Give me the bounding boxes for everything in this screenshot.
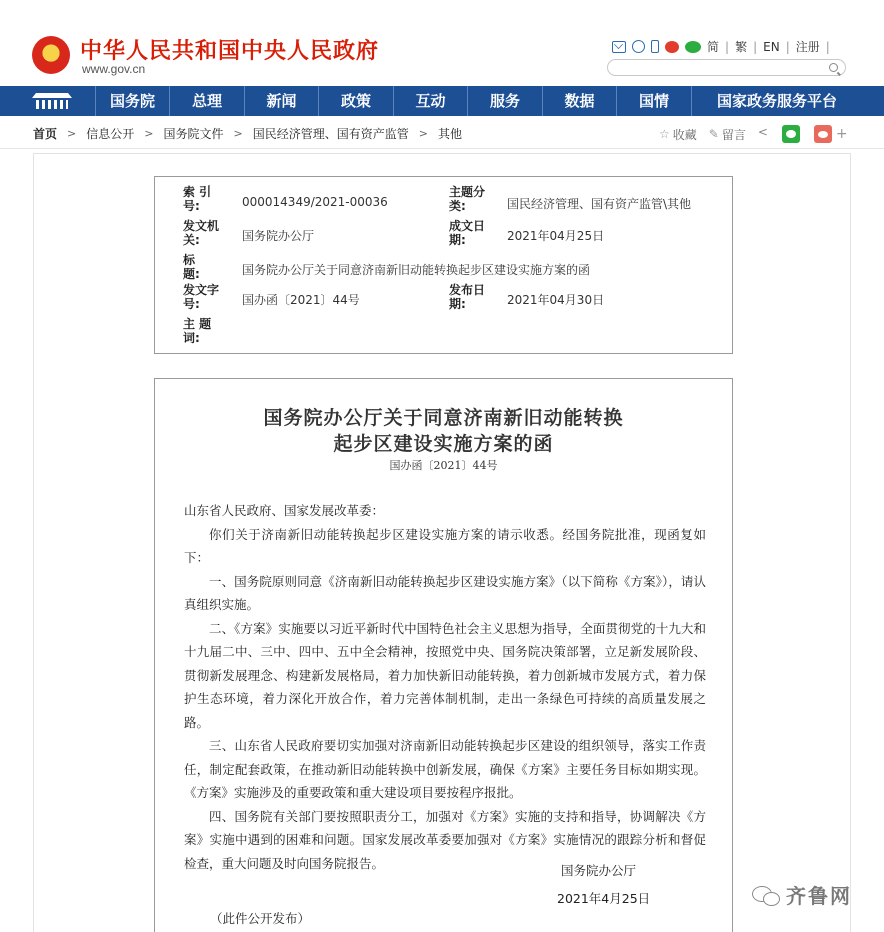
index-value: 000014349/2021-00036 <box>242 195 388 209</box>
document-title-line-2: 起步区建设实施方案的函 <box>333 433 554 455</box>
nav-item-data[interactable]: 数据 <box>543 86 617 116</box>
title-label: 标 题: <box>183 253 220 281</box>
site-url[interactable]: www.gov.cn <box>82 62 146 76</box>
breadcrumb-state-council-documents[interactable]: 国务院文件 <box>163 127 224 141</box>
weibo-icon[interactable] <box>665 41 679 53</box>
keywords-label: 主 题 词: <box>183 317 212 345</box>
published-date-label: 发布日期: <box>449 283 486 311</box>
separator: | <box>725 39 730 54</box>
breadcrumb-other[interactable]: 其他 <box>437 127 462 141</box>
separator: | <box>785 39 790 54</box>
nav-item-interaction[interactable]: 互动 <box>394 86 468 116</box>
search-input[interactable] <box>607 59 846 76</box>
share-icon[interactable] <box>758 128 770 140</box>
favorite-button[interactable]: 收藏 <box>672 127 697 142</box>
sign-date: 2021年4月25日 <box>557 891 651 906</box>
top-tools <box>612 38 830 55</box>
tiananmen-logo-icon[interactable] <box>0 86 96 116</box>
nav-item-news[interactable]: 新闻 <box>245 86 319 116</box>
breadcrumb-separator: > <box>233 127 243 140</box>
document-text <box>184 499 706 875</box>
issuer-label: 发文机关: <box>183 219 220 247</box>
weibo-share-icon[interactable] <box>814 125 832 143</box>
separator: | <box>753 39 758 54</box>
search-icon[interactable] <box>829 63 838 72</box>
wechat-watermark-icon <box>752 884 782 906</box>
lang-simplified-link[interactable]: 简 <box>707 40 720 54</box>
main-nav <box>0 86 884 116</box>
watermark-text: 齐鲁网 <box>786 884 852 908</box>
breadcrumb <box>33 125 462 142</box>
document-meta-table <box>154 176 733 354</box>
category-label: 主题分类: <box>449 185 486 213</box>
separator: | <box>825 39 830 54</box>
site-title[interactable]: 中华人民共和国中央人民政府 <box>80 39 380 64</box>
nav-item-state-council[interactable]: 国务院 <box>96 86 170 116</box>
message-icon[interactable] <box>632 40 645 53</box>
wechat-icon[interactable] <box>685 41 701 53</box>
mobile-icon[interactable] <box>651 40 659 53</box>
issuer-value: 国务院办公厅 <box>242 229 315 243</box>
title-value: 国务院办公厅关于同意济南新旧动能转换起步区建设实施方案的函 <box>242 263 591 277</box>
paragraph: 一、国务院原则同意《济南新旧动能转换起步区建设实施方案》（以下简称《方案》），请认真组织实施。 <box>184 573 706 612</box>
signer: 国务院办公厅 <box>561 863 637 878</box>
site-header <box>0 0 884 86</box>
nav-item-national-info[interactable]: 国情 <box>617 86 692 116</box>
category-value: 国民经济管理、国有资产监管\其他 <box>507 197 692 211</box>
watermark <box>752 880 852 909</box>
addressee: 山东省人民政府、国家发展改革委： <box>184 503 385 518</box>
breadcrumb-home[interactable]: 首页 <box>33 127 58 141</box>
breadcrumb-separator: > <box>418 127 428 140</box>
paragraph: 二、《方案》实施要以习近平新时代中国特色社会主义思想为指导，全面贯彻党的十九大和十九届二中、三中、四中、五中全会精神，按照党中央、国务院决策部署，立足新发展阶段、贯彻新发展理念、构建新发展格局，着力加快新旧动能转换，着力创新城市发展方式，着力保护生态环境，着力深化开放合作，着力完善体制机制，走出一条绿色可持续的高质量发展之路。 <box>184 620 706 730</box>
nav-item-premier[interactable]: 总理 <box>170 86 245 116</box>
breadcrumb-info-disclosure[interactable]: 信息公开 <box>86 127 135 141</box>
document-title-line-1: 国务院办公厅关于同意济南新旧动能转换 <box>263 407 624 429</box>
created-date-value: 2021年04月25日 <box>507 229 605 243</box>
breadcrumb-separator: > <box>144 127 154 140</box>
nav-item-gov-service-platform[interactable]: 国家政务服务平台 <box>716 92 837 110</box>
pencil-icon[interactable]: ✎ <box>708 127 719 141</box>
lang-english-link[interactable]: EN <box>763 39 780 54</box>
published-date-value: 2021年04月30日 <box>507 293 605 307</box>
comment-button[interactable]: 留言 <box>721 127 746 142</box>
nav-item-policy[interactable]: 政策 <box>319 86 394 116</box>
paragraph: 你们关于济南新旧动能转换起步区建设实施方案的请示收悉。经国务院批准，现函复如下： <box>184 526 706 565</box>
star-icon[interactable]: ☆ <box>659 127 670 141</box>
nav-item-service[interactable]: 服务 <box>468 86 543 116</box>
lang-traditional-link[interactable]: 繁 <box>735 40 748 54</box>
paragraph: 四、国务院有关部门要按照职责分工，加强对《方案》实施的支持和指导，协调解决《方案》实施中遇到的困难和问题。国家发展改革委要加强对《方案》实施情况的跟踪分析和督促检查，重大问题及时向国务院报告。 <box>184 808 706 871</box>
register-link[interactable]: 注册 <box>795 40 820 54</box>
index-label: 索 引 号: <box>183 185 212 213</box>
wechat-share-icon[interactable] <box>782 125 800 143</box>
document-number: 国办函〔2021〕44号 <box>389 459 498 472</box>
paragraph: 三、山东省人民政府要切实加强对济南新旧动能转换起步区建设的组织领导，落实工作责任，制定配套政策，在推动新旧动能转换中创新发展，确保《方案》主要任务目标如期实现。《方案》实施涉及的重要政策和重大建设项目要按程序报批。 <box>184 738 706 800</box>
public-release-note: （此件公开发布） <box>210 911 311 926</box>
document-body-box <box>154 378 733 932</box>
page-tools <box>659 125 848 143</box>
breadcrumb-bar <box>0 116 884 149</box>
doc-number-value: 国办函〔2021〕44号 <box>242 293 360 307</box>
created-date-label: 成文日期: <box>449 219 486 247</box>
national-emblem-icon[interactable] <box>32 36 70 74</box>
more-share-button[interactable]: + <box>835 126 848 142</box>
breadcrumb-separator: > <box>67 127 77 140</box>
doc-number-label: 发文字号: <box>183 283 220 311</box>
breadcrumb-economy-category[interactable]: 国民经济管理、国有资产监管 <box>252 127 409 141</box>
mail-icon[interactable] <box>612 41 626 53</box>
